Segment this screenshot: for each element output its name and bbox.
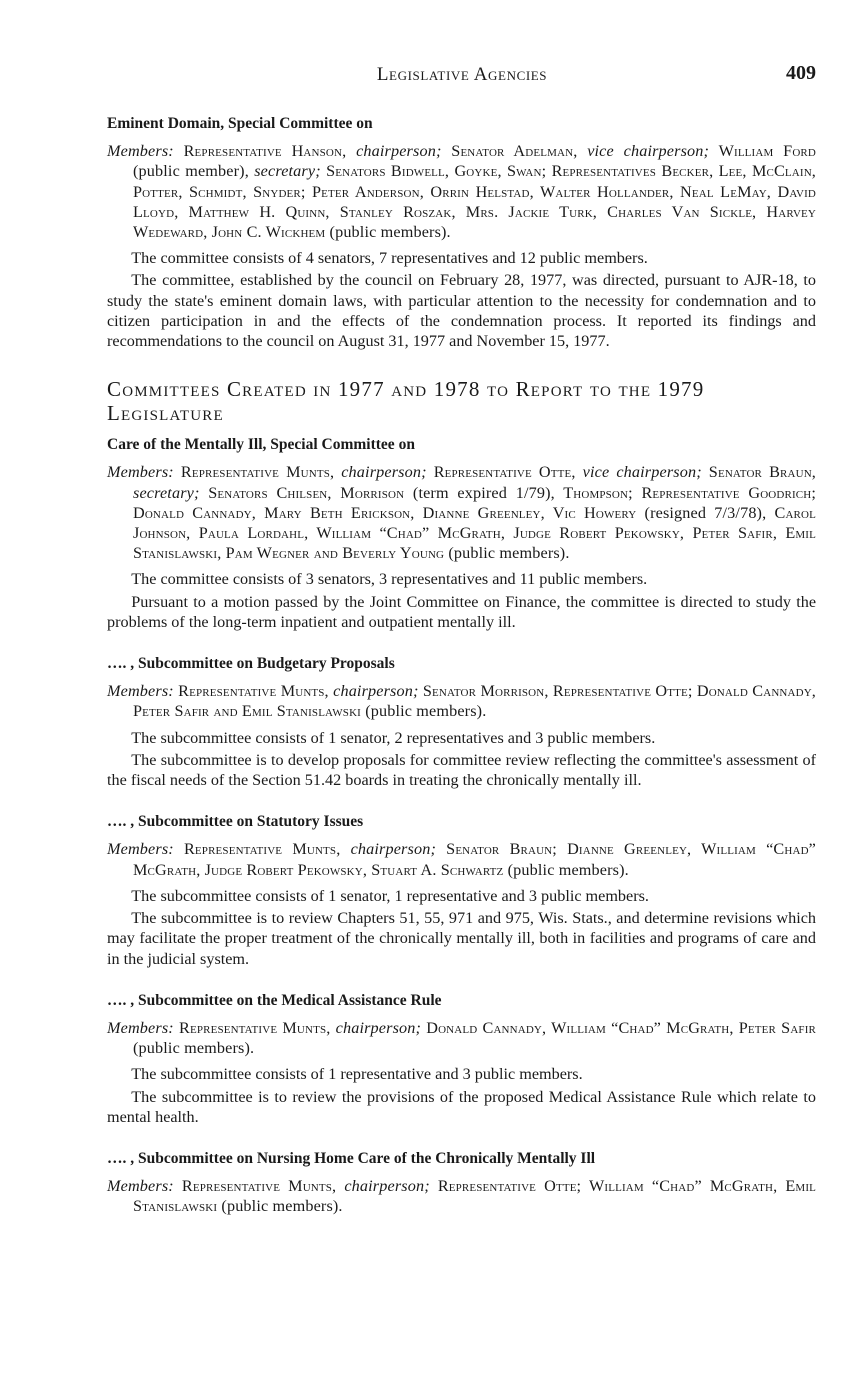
composition-paragraph: The subcommittee consists of 1 senator, 2 representatives and 3 public members.	[131, 728, 656, 747]
page-content	[107, 114, 816, 1223]
description-paragraph: The committee, established by the council on February 28, 1977, was directed, pursuant to AJR-18, to study the state's eminent domain laws, with particular attention to the necessity for condemnation and to citizen participation in and the effects of the condemnation process. It reported its findings and recommendations to the council on August 31, 1977 and November 15, 1977.	[107, 271, 816, 351]
entry-title: Care of the Mentally Ill, Special Committee on	[107, 436, 415, 454]
members-list: Members: Representative Hanson, chairperson; Senator Adelman, vice chairperson; William Ford (public member), secretary; Senators Bidwell, Goyke, Swan; Representatives Becker, Lee, McClain, Potter, Schmidt, Snyder; Peter Anderson, Orrin Helstad, Walter Hollander, Neal LeMay, David Lloyd, Matthew H. Quinn, Stanley Roszak, Mrs. Jackie Turk, Charles Van Sickle, Harvey Wedeward, John C. Wickhem (public members).	[107, 142, 817, 242]
composition-paragraph: The subcommittee consists of 1 representative and 3 public members.	[131, 1065, 583, 1084]
composition-paragraph: The committee consists of 4 senators, 7 representatives and 12 public members.	[131, 249, 648, 268]
members-list: Members: Representative Munts, chairperson; Senator Braun; Dianne Greenley, William “Chad” McGrath, Judge Robert Pekowsky, Stuart A. Schwartz (public members).	[107, 840, 816, 879]
description-paragraph: The subcommittee is to review the provisions of the proposed Medical Assistance Rule which relate to mental health.	[107, 1087, 816, 1126]
members-list: Members: Representative Munts, chairperson; Representative Otte; William “Chad” McGrath, Emil Stanislawski (public members).	[107, 1177, 816, 1216]
members-list: Members: Representative Munts, chairperson; Senator Morrison, Representative Otte; Donald Cannady, Peter Safir and Emil Stanislawski (public members).	[107, 682, 816, 721]
composition-paragraph: The committee consists of 3 senators, 3 representatives and 11 public members.	[131, 570, 648, 589]
description-paragraph: The subcommittee is to develop proposals for committee review reflecting the committee's assessment of the fiscal needs of the Section 51.42 boards in treating the chronically mentally ill.	[107, 750, 816, 790]
header-title: Legislative Agencies	[376, 64, 548, 85]
description-paragraph: Pursuant to a motion passed by the Joint Committee on Finance, the committee is directed to study the problems of the long-term inpatient and outpatient mentally ill.	[107, 592, 816, 631]
entry-eminent-domain	[107, 114, 816, 351]
entry-title: …. , Subcommittee on Budgetary Proposals	[107, 655, 395, 673]
description-paragraph: The subcommittee is to review Chapters 51, 55, 971 and 975, Wis. Stats., and determine revisions which may facilitate the proper treatment of the chronically mentally ill, both in facilities and programs of care and in the judicial system.	[107, 909, 816, 968]
composition-paragraph: The subcommittee consists of 1 senator, 1 representative and 3 public members.	[131, 886, 649, 905]
entry-title: Eminent Domain, Special Committee on	[107, 115, 373, 132]
entry-medical-assistance-rule	[107, 991, 816, 1127]
entry-statutory-issues	[107, 812, 816, 968]
members-list: Members: Representative Munts, chairperson; Representative Otte, vice chairperson; Senator Braun, secretary; Senators Chilsen, Morrison (term expired 1/79), Thompson; Representative Goodrich; Donald Cannady, Mary Beth Erickson, Dianne Greenley, Vic Howery (resigned 7/3/78), Carol Johnson, Paula Lordahl, William “Chad” McGrath, Judge Robert Pekowsky, Peter Safir, Emil Stanislawski, Pam Wegner and Beverly Young (public members).	[107, 463, 817, 563]
members-list: Members: Representative Munts, chairperson; Donald Cannady, William “Chad” McGrath, Peter Safir (public members).	[107, 1018, 816, 1058]
entry-budgetary-proposals	[107, 654, 816, 790]
entry-nursing-home-care	[107, 1149, 816, 1217]
entry-title: …. , Subcommittee on the Medical Assistance Rule	[107, 991, 442, 1009]
entry-title: …. , Subcommittee on Statutory Issues	[107, 813, 364, 831]
section-heading: Committees Created in 1977 and 1978 to Report to the 1979 Legislature	[107, 377, 705, 426]
entry-care-mentally-ill	[107, 435, 816, 632]
entry-title: …. , Subcommittee on Nursing Home Care of the Chronically Mentally Ill	[107, 1149, 596, 1167]
page-number: 409	[786, 62, 816, 84]
running-header	[108, 64, 816, 90]
